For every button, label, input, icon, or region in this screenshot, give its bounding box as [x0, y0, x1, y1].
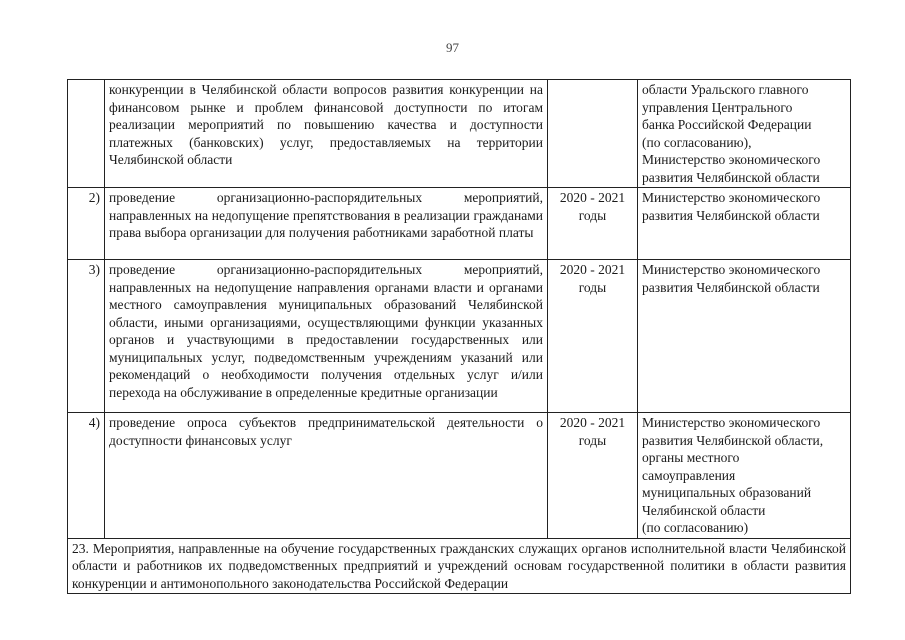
executor-line: развития Челябинской области [642, 169, 820, 185]
executor-line: органы местного [642, 450, 740, 465]
executor-line: развития Челябинской области, [642, 432, 824, 448]
row-number: 3) [68, 260, 105, 413]
executor-line: (по согласованию) [642, 520, 749, 535]
period-suffix: годы [578, 432, 607, 448]
executor-cell [638, 413, 851, 539]
table-row [68, 80, 851, 188]
row-number [68, 80, 105, 188]
executor-line: самоуправления [642, 467, 736, 483]
section-heading: 23. Мероприятия, направленные на обучение государственных гражданских служащих органов исполнительной власти Челябинской области и работников их подведомственных предприятий и учреждений основам государственной политики в области развития конкуренции и антимонопольного законодательства Российской Федерации [68, 538, 851, 594]
row-number: 4) [68, 413, 105, 539]
table-row [68, 413, 851, 539]
executor-line: управления Центрального [642, 99, 793, 115]
measure-description: проведение организационно-распорядительных мероприятий, направленных на недопущение направления органами власти и органами местного самоуправления муниципальных образований Челябинской области, иными организациями, осуществляющими функции указанных органов и участвующими в предоставлении государственных или муниципальных услуг, подведомственным учреждениям указаний или рекомендаций о необходимости получения отдельных услуг и/или перехода на обслуживание в определенные кредитные организации [105, 260, 548, 413]
page-number: 97 [446, 40, 459, 55]
section-row [68, 538, 851, 594]
executor-line: (по согласованию), [642, 134, 752, 150]
period-years: 2020 - 2021 [559, 262, 626, 277]
table-row [68, 188, 851, 260]
executor-line: Министерство экономического [642, 415, 821, 430]
row-number: 2) [68, 188, 105, 260]
executor-line: Челябинской области [642, 502, 766, 518]
period-years: 2020 - 2021 [559, 415, 626, 430]
period-cell [548, 80, 638, 188]
executor-line: развития Челябинской области [642, 279, 820, 295]
executor-line: Министерство экономического [642, 190, 821, 205]
measure-description: конкуренции в Челябинской области вопросов развития конкуренции на финансовом рынке и проблем финансовой доступности по итогам реализации мероприятий по повышению качества и доступности платежных (банковских) услуг, предоставляемых на территории Челябинской области [105, 80, 548, 188]
executor-cell [638, 188, 851, 260]
period-cell [548, 413, 638, 539]
executor-cell [638, 260, 851, 413]
executor-cell [638, 80, 851, 188]
executor-line: Министерство экономического [642, 152, 821, 167]
measure-description: проведение организационно-распорядительных мероприятий, направленных на недопущение препятствования в реализации гражданами права выбора организации для получения работниками заработной платы [105, 188, 548, 260]
period-years: 2020 - 2021 [559, 190, 626, 205]
period-cell [548, 260, 638, 413]
table-row [68, 260, 851, 413]
executor-line: муниципальных образований [642, 485, 812, 500]
period-suffix: годы [578, 207, 607, 223]
period-suffix: годы [578, 279, 607, 295]
period-cell [548, 188, 638, 260]
executor-line: развития Челябинской области [642, 207, 820, 223]
executor-line: Министерство экономического [642, 262, 821, 277]
executor-line: области Уральского главного [642, 82, 809, 97]
executor-line: банка Российской Федерации [642, 117, 812, 132]
measures-table [67, 79, 851, 594]
measure-description: проведение опроса субъектов предпринимательской деятельности о доступности финансовых услуг [105, 413, 548, 539]
